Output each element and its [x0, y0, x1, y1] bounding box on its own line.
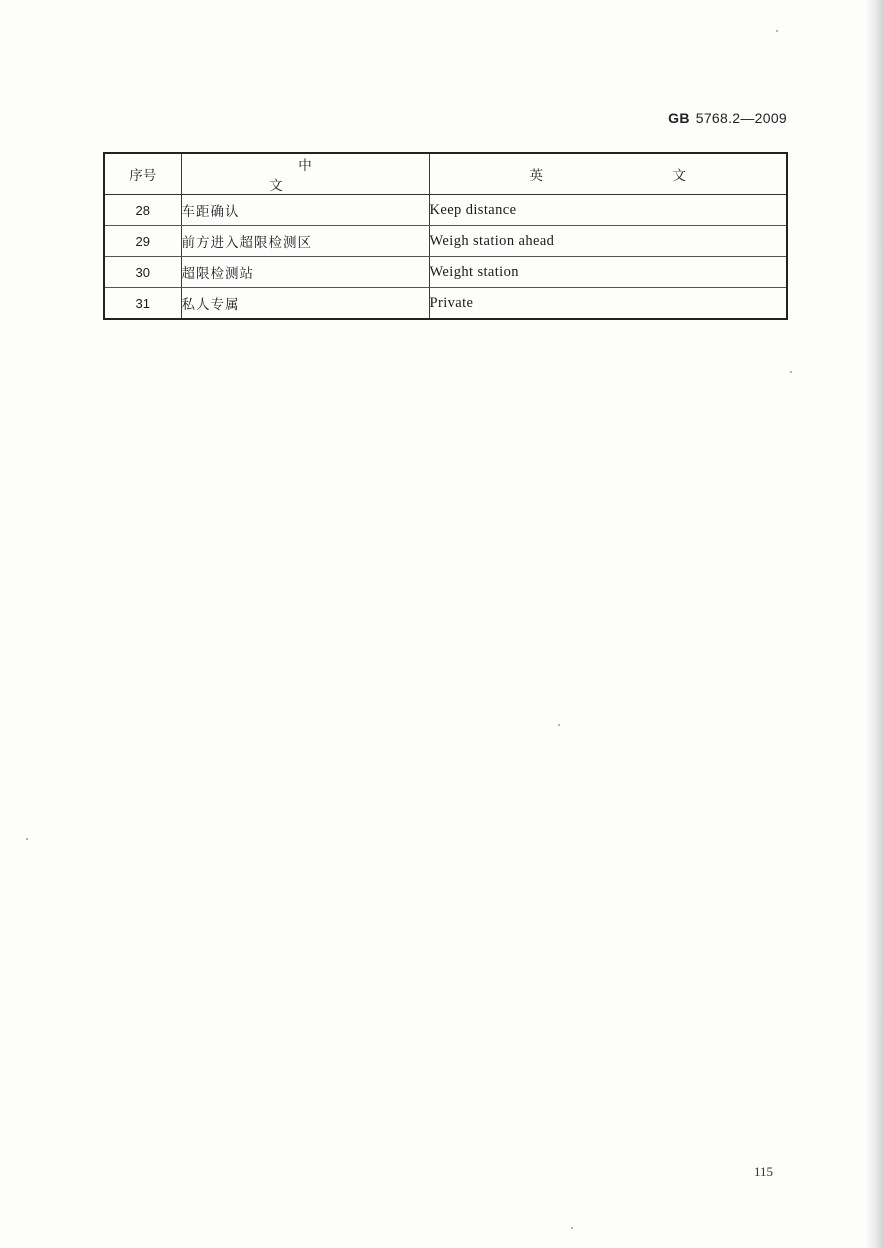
scan-edge-shadow [865, 0, 883, 1248]
header-chinese-label: 中 文 [269, 158, 442, 194]
scan-speck [558, 724, 560, 726]
header-english-label: 英 文 [529, 168, 744, 184]
standard-number: 5768.2—2009 [695, 110, 787, 126]
header-chinese [181, 153, 442, 195]
row-chinese: 车距确认 [181, 195, 429, 226]
table-row [104, 288, 787, 320]
standard-prefix: GB [668, 110, 690, 126]
table-row [104, 195, 787, 226]
table-body [104, 195, 787, 320]
row-number: 30 [104, 257, 181, 288]
row-english: Private [429, 288, 787, 320]
row-number: 31 [104, 288, 181, 320]
table-row [104, 257, 787, 288]
row-chinese: 私人专属 [181, 288, 429, 320]
header-row [104, 153, 787, 195]
standard-code [668, 110, 787, 126]
table-row [104, 226, 787, 257]
row-chinese: 前方进入超限检测区 [181, 226, 429, 257]
row-english: Keep distance [429, 195, 787, 226]
scan-speck [776, 30, 778, 32]
scan-speck [790, 371, 792, 373]
table-header [104, 153, 787, 195]
row-chinese: 超限检测站 [181, 257, 429, 288]
terms-table [103, 152, 788, 320]
row-number: 28 [104, 195, 181, 226]
page-number: 115 [753, 1164, 773, 1179]
row-english: Weigh station ahead [429, 226, 787, 257]
header-english [429, 153, 787, 195]
row-number: 29 [104, 226, 181, 257]
scan-speck [26, 838, 28, 840]
header-number: 序号 [104, 153, 181, 195]
row-english: Weight station [429, 257, 787, 288]
scan-speck [571, 1227, 573, 1229]
